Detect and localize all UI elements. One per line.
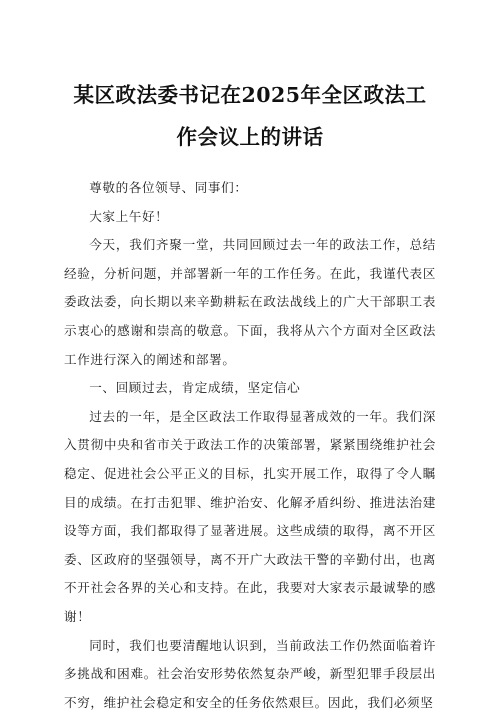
greeting: 大家上午好！ [64, 203, 436, 232]
paragraph-review: 过去的一年，是全区政法工作取得显著成效的一年。我们深入贯彻中央和省市关于政法工作的决策部署，紧紧围绕维护社会稳定、促进社会公平正义的目标，扎实开展工作，取得了令人瞩目的成绩。在打击犯罪、维护治安、化解矛盾纠纷、推进法治建设等方面，我们都取得了显著进展。这些成绩的取得，离不开区委、区政府的坚强领导，离不开广大政法干警的辛勤付出，也离不开社会各界的关心和支持。在此，我要对大家表示最诚挚的感谢！ [64, 403, 436, 632]
document-body [64, 174, 436, 717]
title-line-2: 作会议上的讲话 [64, 116, 436, 158]
document-title [64, 74, 436, 158]
section-heading-1: 一、回顾过去，肯定成绩，坚定信心 [64, 374, 436, 403]
paragraph-intro: 今天，我们齐聚一堂，共同回顾过去一年的政法工作，总结经验，分析问题，并部署新一年的工作任务。在此，我谨代表区委政法委，向长期以来辛勤耕耘在政法战线上的广大干部职工表示衷心的感谢和崇高的敬意。下面，我将从六个方面对全区政法工作进行深入的阐述和部署。 [64, 231, 436, 374]
paragraph-challenges: 同时，我们也要清醒地认识到，当前政法工作仍然面临着许多挑战和困难。社会治安形势依然复杂严峻，新型犯罪手段层出不穷，维护社会稳定和安全的任务依然艰巨。因此，我们必须坚 [64, 632, 436, 717]
salutation: 尊敬的各位领导、同事们： [64, 174, 436, 203]
title-line-1: 某区政法委书记在2025年全区政法工 [64, 74, 436, 116]
